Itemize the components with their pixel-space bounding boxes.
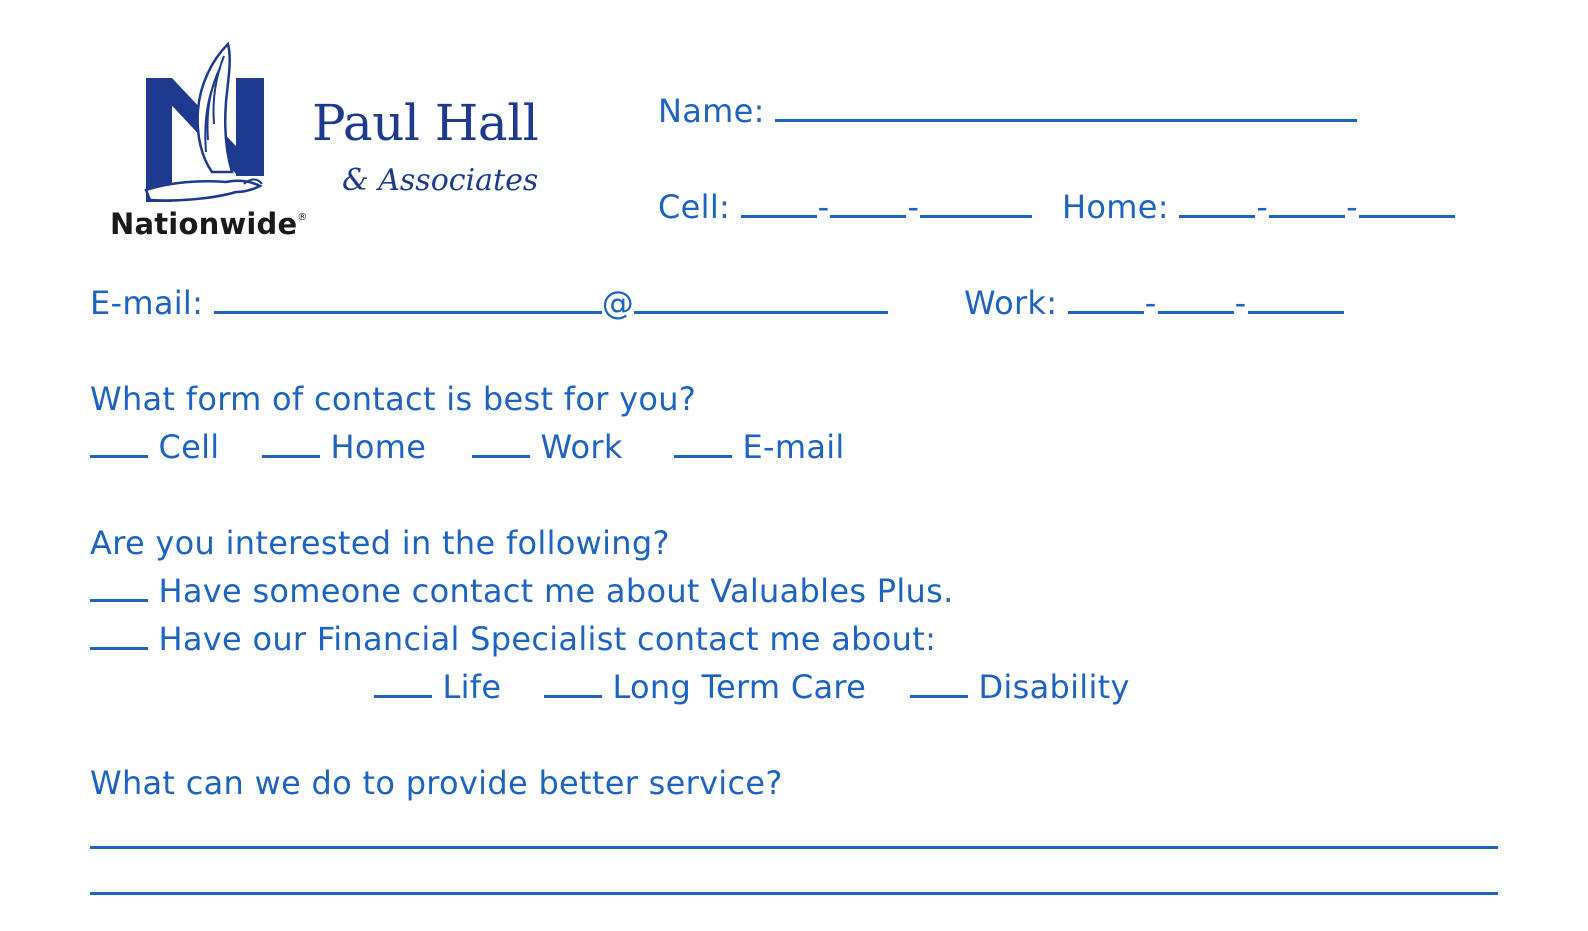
email-domain-field[interactable] xyxy=(634,310,888,314)
contact-option-cell xyxy=(90,428,220,466)
cell-row xyxy=(658,188,1032,226)
phone-separator: - xyxy=(1144,284,1157,322)
contact-home-checkbox[interactable] xyxy=(262,454,320,458)
email-row xyxy=(90,284,888,322)
home-area-field[interactable] xyxy=(1179,214,1255,218)
home-label: Home: xyxy=(1062,188,1169,226)
valuables-checkbox[interactable] xyxy=(90,598,148,602)
home-prefix-field[interactable] xyxy=(1269,214,1345,218)
cell-label: Cell: xyxy=(658,188,731,226)
long-term-care-checkbox[interactable] xyxy=(544,694,602,698)
work-prefix-field[interactable] xyxy=(1158,310,1234,314)
contact-option-label: E-mail xyxy=(742,428,845,466)
work-label: Work: xyxy=(964,284,1058,322)
home-line-field[interactable] xyxy=(1359,214,1455,218)
work-area-field[interactable] xyxy=(1068,310,1144,314)
work-line-field[interactable] xyxy=(1248,310,1344,314)
interest-valuables-row xyxy=(90,572,954,610)
sub-option-label: Disability xyxy=(978,668,1130,706)
name-row xyxy=(658,92,1357,130)
contact-option-work xyxy=(472,428,623,466)
sub-option-life xyxy=(374,668,501,706)
sub-option-long-term-care xyxy=(544,668,866,706)
contact-option-label: Home xyxy=(330,428,427,466)
contact-option-label: Cell xyxy=(158,428,220,466)
name-field[interactable] xyxy=(775,118,1357,122)
financial-label: Have our Financial Specialist contact me about: xyxy=(158,620,937,658)
nationwide-wordmark: Nationwide® xyxy=(110,207,308,241)
phone-separator: - xyxy=(907,188,920,226)
agency-name: Paul Hall xyxy=(312,94,539,152)
life-checkbox[interactable] xyxy=(374,694,432,698)
financial-checkbox[interactable] xyxy=(90,646,148,650)
phone-separator: - xyxy=(1234,284,1247,322)
home-row xyxy=(1062,188,1455,226)
phone-separator: - xyxy=(817,188,830,226)
interests-question: Are you interested in the following? xyxy=(90,524,670,562)
agency-subtitle: & Associates xyxy=(342,163,539,198)
nationwide-eagle-n-icon xyxy=(140,40,270,210)
sub-option-label: Life xyxy=(442,668,502,706)
disability-checkbox[interactable] xyxy=(910,694,968,698)
work-row xyxy=(964,284,1344,322)
cell-area-field[interactable] xyxy=(741,214,817,218)
service-answer-line-2[interactable] xyxy=(90,892,1498,895)
contact-option-email xyxy=(674,428,845,466)
service-question: What can we do to provide better service? xyxy=(90,764,783,802)
contact-question: What form of contact is best for you? xyxy=(90,380,697,418)
contact-option-home xyxy=(262,428,426,466)
contact-email-checkbox[interactable] xyxy=(674,454,732,458)
name-label: Name: xyxy=(658,92,765,130)
sub-option-label: Long Term Care xyxy=(612,668,867,706)
contact-option-label: Work xyxy=(540,428,623,466)
service-answer-line-1[interactable] xyxy=(90,846,1498,849)
phone-separator: - xyxy=(1346,188,1358,226)
interest-financial-row xyxy=(90,620,936,658)
sub-option-disability xyxy=(910,668,1130,706)
contact-work-checkbox[interactable] xyxy=(472,454,530,458)
email-at-sign: @ xyxy=(601,284,635,322)
cell-line-field[interactable] xyxy=(920,214,1032,218)
valuables-label: Have someone contact me about Valuables Plus. xyxy=(158,572,954,610)
email-user-field[interactable] xyxy=(214,310,602,314)
phone-separator: - xyxy=(1256,188,1269,226)
email-label: E-mail: xyxy=(90,284,204,322)
cell-prefix-field[interactable] xyxy=(830,214,906,218)
contact-cell-checkbox[interactable] xyxy=(90,454,148,458)
